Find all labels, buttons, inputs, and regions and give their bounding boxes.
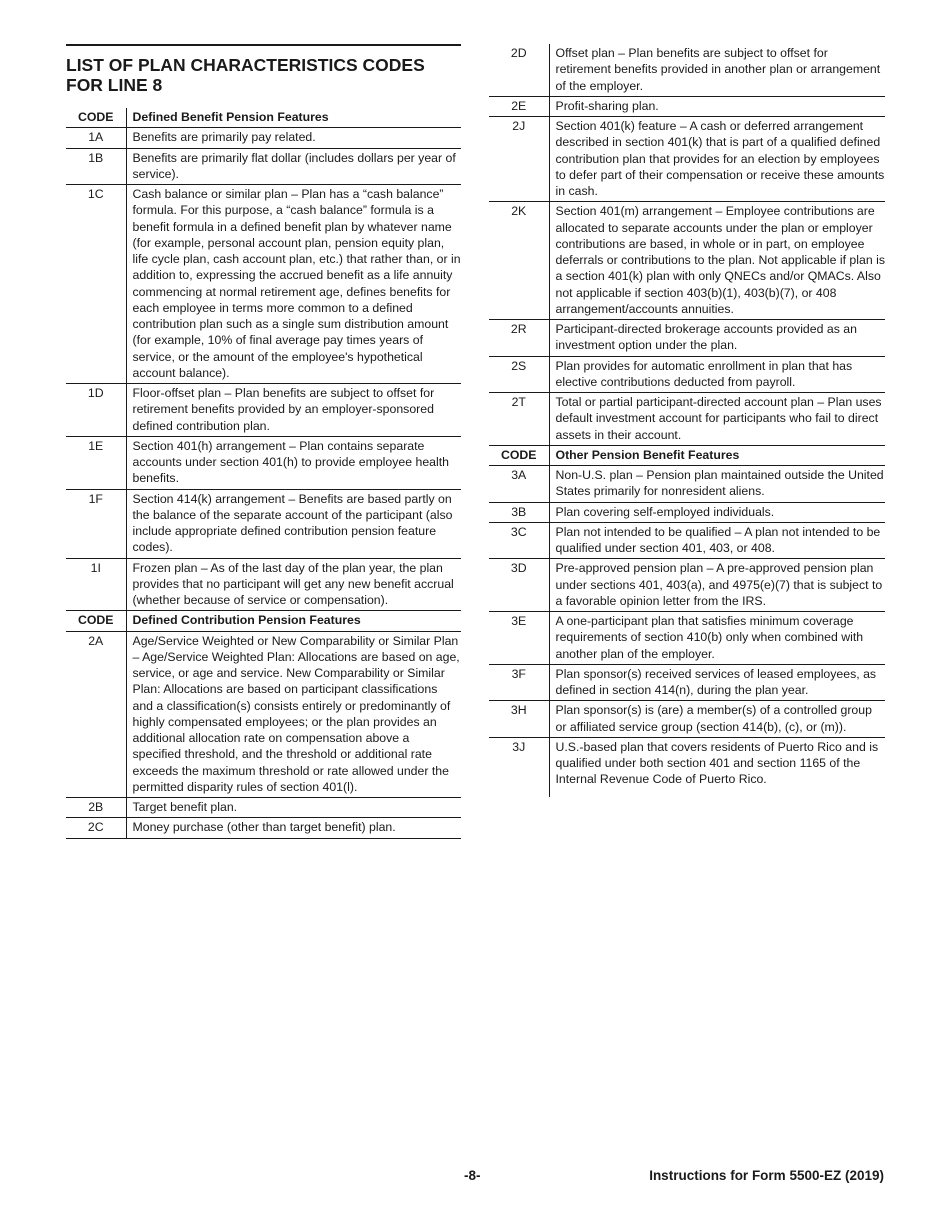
code-cell: 1F <box>66 489 126 558</box>
section-header-row <box>66 108 461 128</box>
code-row-2a <box>66 631 461 798</box>
description-cell: Section 414(k) arrangement – Benefits are based partly on the balance of the separate account of the participant (also include appropriate defined contribution pension feature codes). <box>132 491 453 555</box>
left-column <box>66 44 461 839</box>
code-row-3b <box>489 502 885 522</box>
description-cell: Section 401(m) arrangement – Employee contributions are allocated to separate accounts under the plan or employer contributions are based, in whole or in part, on employee deferrals or contributions to the plan. Not applicable if plan is a section 401(k) plan with only QNECs and/or QMACs. Also not applicable if section 403(b)(1), 403(b)(7), or 408 arrangement/accounts annuities. <box>555 204 885 316</box>
code-row-1i <box>66 558 461 611</box>
description-cell: A one-participant plan that satisfies minimum coverage requirements of section 410(b) only when combined with another plan of the employer. <box>555 614 864 661</box>
description-cell: U.S.-based plan that covers residents of Puerto Rico and is qualified under both section 401 and section 1165 of the Internal Revenue Code of Puerto Rico. <box>555 739 879 787</box>
code-row-2k <box>489 202 885 320</box>
code-cell: 2K <box>489 202 549 320</box>
codes-table-left <box>66 108 461 839</box>
code-cell: 3E <box>489 612 549 665</box>
code-row-1d <box>66 384 461 437</box>
description-cell: Benefits are primarily flat dollar (includes dollars per year of service). <box>132 150 456 181</box>
code-row-2t <box>489 393 885 446</box>
code-column-header: CODE <box>66 611 126 631</box>
description-cell: Offset plan – Plan benefits are subject to offset for retirement benefits provided in another plan or arrangement of the employer. <box>555 46 881 93</box>
code-row-3h <box>489 701 885 738</box>
code-row-1e <box>66 436 461 489</box>
footer-form-title: Instructions for Form 5500-EZ (2019) <box>649 1168 884 1183</box>
code-row-3c <box>489 522 885 559</box>
description-cell: Plan provides for automatic enrollment in plan that has elective contributions deducted from payroll. <box>555 358 853 389</box>
code-row-1f <box>66 489 461 558</box>
code-cell: 2A <box>66 631 126 798</box>
code-cell: 3A <box>489 466 549 503</box>
codes-table-right <box>489 44 885 797</box>
right-column <box>489 44 885 797</box>
section-header-row <box>489 445 885 465</box>
description-cell: Section 401(k) feature – A cash or deferred arrangement described in section 401(k) that is part of a qualified defined contribution plan that provides for an election by employees to defer part of their compensation or receive these amounts in cash. <box>555 119 885 198</box>
code-row-1c <box>66 185 461 384</box>
codes-table-right-body <box>489 44 885 797</box>
code-cell: 2S <box>489 356 549 393</box>
code-row-2s <box>489 356 885 393</box>
description-cell: Section 401(h) arrangement – Plan contains separate accounts under section 401(h) to provide employee health benefits. <box>132 438 450 486</box>
code-cell: 2E <box>489 96 549 116</box>
description-cell: Non-U.S. plan – Pension plan maintained outside the United States primarily for nonresident aliens. <box>555 468 884 499</box>
description-cell: Plan sponsor(s) received services of leased employees, as defined in section 414(n), during the plan year. <box>555 666 877 697</box>
section-header-row <box>66 611 461 631</box>
code-cell: 2B <box>66 798 126 818</box>
page-title: LIST OF PLAN CHARACTERISTICS CODES FOR LINE 8 <box>66 44 461 95</box>
description-cell: Plan covering self-employed individuals. <box>555 504 775 519</box>
code-row-1b <box>66 148 461 185</box>
description-cell: Target benefit plan. <box>132 800 238 814</box>
code-cell: 1D <box>66 384 126 437</box>
code-cell: 3J <box>489 737 549 796</box>
description-cell: Age/Service Weighted or New Comparability or Similar Plan – Age/Service Weighted Plan: Allocations are based on age, service, or age and service. New Comparability or Similar Plan: Allocations are based on participant classifications and a classification(s) consists entirely or predominantly of highly compensated employees; or the plan provides an additional allocation rate on compensation above a specified threshold, and the threshold or additional rate exceeds the maximum threshold or rate allowed under the permitted disparity rules of section 401(l). <box>132 633 460 794</box>
code-column-header: CODE <box>489 445 549 465</box>
section-title: Other Pension Benefit Features <box>555 447 740 462</box>
code-cell: 1E <box>66 436 126 489</box>
code-cell: 2D <box>489 44 549 96</box>
code-row-2e <box>489 96 885 116</box>
codes-table-left-body <box>66 108 461 838</box>
code-row-2j <box>489 117 885 202</box>
code-cell: 3F <box>489 664 549 701</box>
description-cell: Participant-directed brokerage accounts provided as an investment option under the plan. <box>555 322 857 353</box>
section-title: Defined Contribution Pension Features <box>132 613 361 628</box>
code-cell: 3B <box>489 502 549 522</box>
code-cell: 2J <box>489 117 549 202</box>
description-cell: Pre-approved pension plan – A pre-approved pension plan under sections 401, 403(a), and 4975(e)(7) that is subject to a favorable opinion letter from the IRS. <box>555 561 883 608</box>
code-row-2d <box>489 44 885 96</box>
code-cell: 1C <box>66 185 126 384</box>
description-cell: Cash balance or similar plan – Plan has a “cash balance” formula. For this purpose, a “cash balance” formula is a benefit formula in a defined benefit plan by whatever name (for example, personal account plan, pension equity plan, life cycle plan, cash account plan, etc.) that rather than, or in addition to, expressing the accrued benefit as a life annuity commencing at normal retirement age, defines benefits for each employee in terms more common to a defined contribution plan such as a single sum distribution amount (for example, 10% of final average pay times years of service, or the amount of the employee's hypothetical account balance). <box>132 187 461 380</box>
code-cell: 1I <box>66 558 126 611</box>
description-cell: Benefits are primarily pay related. <box>132 130 316 145</box>
code-row-2c <box>66 818 461 838</box>
code-cell: 2R <box>489 320 549 357</box>
description-cell: Floor-offset plan – Plan benefits are subject to offset for retirement benefits provided by an employer-sponsored defined contribution plan. <box>132 386 435 433</box>
code-cell: 3D <box>489 559 549 612</box>
description-cell: Money purchase (other than target benefit) plan. <box>132 820 396 835</box>
section-title: Defined Benefit Pension Features <box>132 110 329 124</box>
page-number: -8- <box>464 1168 481 1183</box>
code-row-3f <box>489 664 885 701</box>
description-cell: Frozen plan – As of the last day of the plan year, the plan provides that no participant will get any new benefit accrual (whether because of service or compensation). <box>132 560 454 607</box>
code-cell: 2C <box>66 818 126 838</box>
code-cell: 3C <box>489 522 549 559</box>
code-column-header: CODE <box>66 108 126 128</box>
code-row-3e <box>489 612 885 665</box>
code-cell: 2T <box>489 393 549 446</box>
code-row-3a <box>489 466 885 503</box>
description-cell: Total or partial participant-directed account plan – Plan uses default investment account for participants who fail to direct assets in their account. <box>555 395 882 442</box>
code-cell: 1B <box>66 148 126 185</box>
code-row-1a <box>66 128 461 148</box>
description-cell: Profit-sharing plan. <box>555 98 659 113</box>
description-cell: Plan sponsor(s) is (are) a member(s) of a controlled group or affiliated service group (section 414(b), (c), or (m)). <box>555 703 872 734</box>
code-row-2b <box>66 798 461 818</box>
code-row-3d <box>489 559 885 612</box>
code-row-2r <box>489 320 885 357</box>
code-row-3j <box>489 737 885 796</box>
code-cell: 1A <box>66 128 126 148</box>
description-cell: Plan not intended to be qualified – A plan not intended to be qualified under section 401, 403, or 408. <box>555 524 881 555</box>
code-cell: 3H <box>489 701 549 738</box>
